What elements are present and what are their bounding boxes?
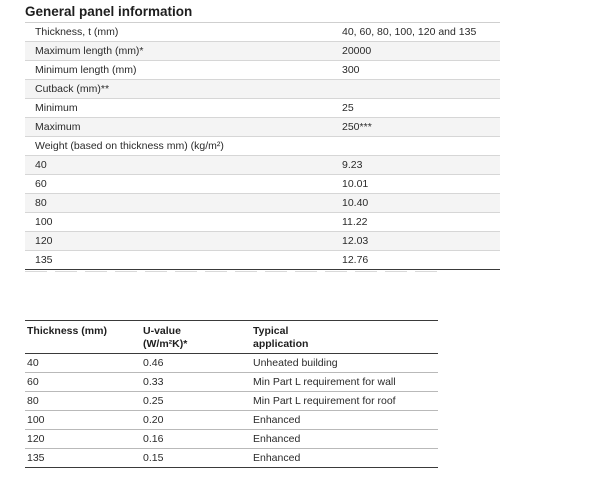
row-label: Cutback (mm)**	[25, 80, 342, 99]
table-row	[25, 137, 500, 156]
row-label: Thickness, t (mm)	[25, 23, 342, 42]
row-value	[342, 80, 500, 99]
header-application	[251, 321, 438, 354]
cell-application: Enhanced	[251, 411, 438, 430]
table-row	[25, 175, 500, 194]
row-value: 12.03	[342, 232, 500, 251]
table-row	[25, 411, 438, 430]
table-row	[25, 430, 438, 449]
row-label: 100	[25, 213, 342, 232]
row-value: 9.23	[342, 156, 500, 175]
cell-thickness: 100	[25, 411, 141, 430]
table-row	[25, 213, 500, 232]
row-value: 10.01	[342, 175, 500, 194]
table-row	[25, 23, 500, 42]
table-row	[25, 194, 500, 213]
header-uvalue	[141, 321, 251, 354]
table-row	[25, 42, 500, 61]
row-label: Maximum	[25, 118, 342, 137]
table-row	[25, 392, 438, 411]
table-row	[25, 61, 500, 80]
row-value: 25	[342, 99, 500, 118]
panel-info-title: General panel information	[25, 4, 193, 19]
table-row	[25, 118, 500, 137]
cell-uvalue: 0.16	[141, 430, 251, 449]
table-row	[25, 373, 438, 392]
table-row	[25, 80, 500, 99]
row-value: 300	[342, 61, 500, 80]
row-value: 10.40	[342, 194, 500, 213]
row-label: 40	[25, 156, 342, 175]
row-value	[342, 137, 500, 156]
header-uvalue-line1: U-value	[143, 325, 181, 337]
row-label: 135	[25, 251, 342, 270]
header-application-line2: application	[253, 338, 309, 350]
cell-application: Enhanced	[251, 449, 438, 468]
header-thickness: Thickness (mm)	[25, 321, 141, 354]
cell-application: Unheated building	[251, 354, 438, 373]
row-value: 250***	[342, 118, 500, 137]
row-label: 60	[25, 175, 342, 194]
faded-footnote-line	[25, 271, 445, 272]
cell-thickness: 135	[25, 449, 141, 468]
table-row	[25, 99, 500, 118]
row-label: Minimum length (mm)	[25, 61, 342, 80]
cell-application: Min Part L requirement for wall	[251, 373, 438, 392]
uvalue-table	[25, 320, 438, 468]
table-row	[25, 251, 500, 270]
cell-application: Min Part L requirement for roof	[251, 392, 438, 411]
header-row	[25, 321, 438, 354]
cell-uvalue: 0.20	[141, 411, 251, 430]
row-value: 11.22	[342, 213, 500, 232]
table-row	[25, 156, 500, 175]
cell-thickness: 60	[25, 373, 141, 392]
cell-uvalue: 0.25	[141, 392, 251, 411]
row-value: 40, 60, 80, 100, 120 and 135	[342, 23, 500, 42]
cell-thickness: 80	[25, 392, 141, 411]
table-row	[25, 354, 438, 373]
panel-info-table	[25, 22, 500, 270]
cell-uvalue: 0.46	[141, 354, 251, 373]
table-row	[25, 232, 500, 251]
cell-uvalue: 0.33	[141, 373, 251, 392]
row-value: 12.76	[342, 251, 500, 270]
row-label: Minimum	[25, 99, 342, 118]
cell-thickness: 120	[25, 430, 141, 449]
cell-uvalue: 0.15	[141, 449, 251, 468]
cell-thickness: 40	[25, 354, 141, 373]
row-label: 80	[25, 194, 342, 213]
row-value: 20000	[342, 42, 500, 61]
row-label: Weight (based on thickness mm) (kg/m²)	[25, 137, 342, 156]
cell-application: Enhanced	[251, 430, 438, 449]
header-application-line1: Typical	[253, 325, 289, 337]
row-label: 120	[25, 232, 342, 251]
header-uvalue-line2: (W/m²K)*	[143, 338, 188, 350]
table-row	[25, 449, 438, 468]
row-label: Maximum length (mm)*	[25, 42, 342, 61]
